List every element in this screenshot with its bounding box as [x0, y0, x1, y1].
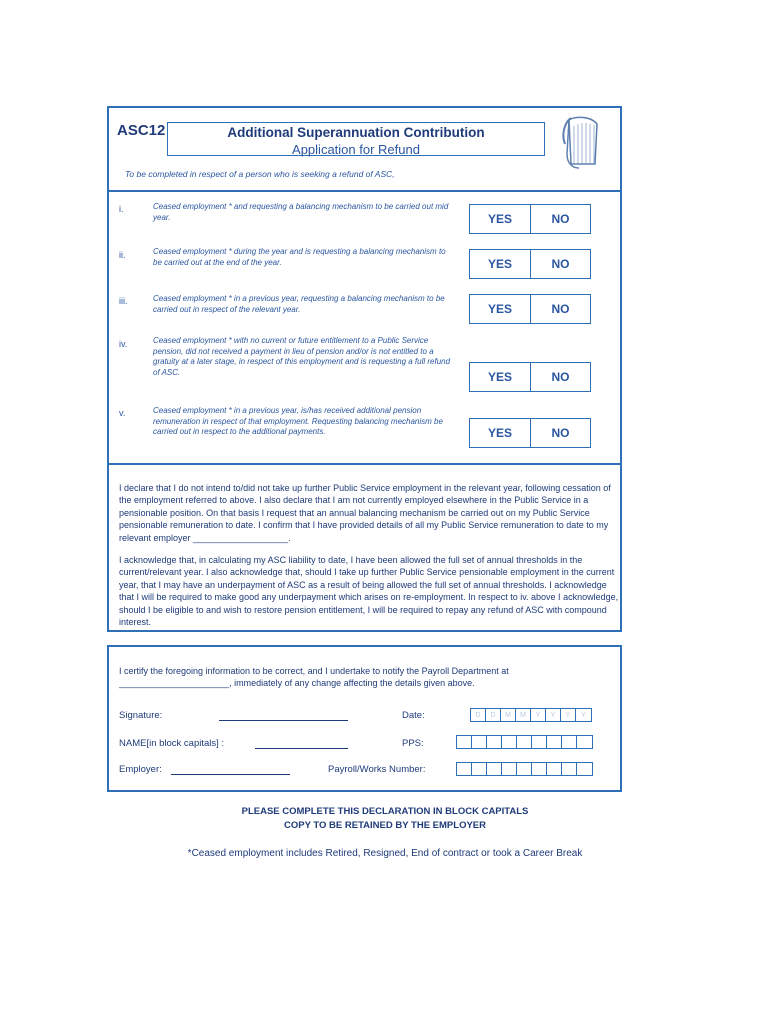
pps-field[interactable] — [456, 735, 593, 749]
date-field[interactable] — [470, 708, 592, 722]
footer-line-1: PLEASE COMPLETE THIS DECLARATION IN BLOCK CAPITALS — [241, 806, 529, 817]
question-text: Ceased employment * in a previous year, is/has received additional pension remuneration in respect of that employment. Requesting balancing mechanism be carried out in respect to the additional payments. — [153, 406, 443, 436]
form-subtitle: Application for Refund — [292, 142, 420, 157]
yes-option[interactable]: YES — [470, 205, 531, 233]
no-option[interactable]: NO — [551, 257, 570, 271]
declaration-paragraph-1: I declare that I do not intend to/did not take up further Public Service employment in the relevant year, following cessation of the employment referred to above. I also declare that I am not currently employed elsewhere in the Public Service in a pensionable position. On that basis I request that an annual balancing mechanism be carried out on my Public Service pensionable remuneration to date. I confirm that I have provided details of all my Public Service remuneration to date to my relevant employer ___________________. — [119, 483, 611, 543]
date-cell: D — [471, 709, 486, 721]
date-cell: Y — [531, 709, 546, 721]
yes-option[interactable]: YES — [470, 363, 531, 391]
yes-no-box — [469, 249, 591, 279]
footer-note: *Ceased employment includes Retired, Resigned, End of contract or took a Career Break — [187, 848, 583, 859]
question-number: i. — [119, 204, 124, 214]
pps-label: PPS: — [402, 738, 424, 749]
date-cell: Y — [546, 709, 561, 721]
yes-option[interactable]: YES — [470, 250, 531, 278]
declaration-section — [107, 465, 622, 632]
date-cell: Y — [561, 709, 576, 721]
title-box — [167, 122, 545, 156]
signature-field[interactable] — [219, 720, 348, 721]
question-text: Ceased employment * with no current or future entitlement to a Public Service pension, did not received a payment in lieu of pension and/or is not entitled to a gratuity at a later stage, in respect of this employment and is requesting a full refund of ASC. — [153, 336, 451, 377]
employer-field[interactable] — [171, 774, 290, 775]
payroll-field[interactable] — [456, 762, 593, 776]
no-option[interactable]: NO — [551, 302, 570, 316]
declaration-paragraph-2: I acknowledge that, in calculating my ASC liability to date, I have been allowed the full set of annual thresholds in the current/relevant year. I also acknowledge that, should I take up further Public Service pensionable employment in the current year, that I may have an underpayment of ASC as a result of being allowed the full set of annual thresholds. I acknowledge that I will be required to make good any underpayment which arises on re-employment. In respect to iv. above I acknowledge, should I be eligible to and wish to restore pension entitlement, I will be required to repay any refund of ASC with compound interest. — [119, 555, 619, 628]
harp-crest-icon — [561, 114, 603, 172]
question-number: iii. — [119, 296, 128, 306]
no-option[interactable]: NO — [551, 212, 570, 226]
question-text: Ceased employment * and requesting a balancing mechanism to be carried out mid year. — [153, 202, 449, 222]
question-number: iv. — [119, 339, 128, 349]
employer-label: Employer: — [119, 764, 162, 775]
name-field[interactable] — [255, 748, 348, 749]
date-cell: M — [501, 709, 516, 721]
yes-option[interactable]: YES — [470, 419, 531, 447]
certification-text: I certify the foregoing information to be correct, and I undertake to notify the Payroll Department at ______________________, immediately of any change affecting the details given above. — [119, 666, 509, 689]
date-cell: D — [486, 709, 501, 721]
signature-label: Signature: — [119, 710, 163, 721]
payroll-label: Payroll/Works Number: — [328, 764, 426, 775]
date-cell: M — [516, 709, 531, 721]
question-text: Ceased employment * in a previous year, requesting a balancing mechanism to be carried out in respect of the relevant year. — [153, 294, 445, 314]
yes-no-box — [469, 418, 591, 448]
no-option[interactable]: NO — [551, 370, 570, 384]
no-option[interactable]: NO — [551, 426, 570, 440]
yes-option[interactable]: YES — [470, 295, 531, 323]
intro-text: To be completed in respect of a person who is seeking a refund of ASC, — [125, 169, 395, 179]
date-label: Date: — [402, 710, 425, 721]
question-number: v. — [119, 408, 126, 418]
section-divider — [109, 190, 620, 192]
name-label: NAME[in block capitals] : — [119, 738, 225, 749]
form-title: Additional Superannuation Contribution — [227, 125, 485, 140]
questions-section — [107, 106, 622, 465]
footer-line-2: COPY TO BE RETAINED BY THE EMPLOYER — [284, 820, 486, 831]
question-number: ii. — [119, 250, 126, 260]
yes-no-box — [469, 362, 591, 392]
date-cell: Y — [581, 712, 586, 719]
question-text: Ceased employment * during the year and is requesting a balancing mechanism to be carried out at the end of the year. — [153, 247, 446, 267]
form-code: ASC12 — [117, 122, 166, 139]
yes-no-box — [469, 204, 591, 234]
yes-no-box — [469, 294, 591, 324]
certification-section — [107, 645, 622, 792]
